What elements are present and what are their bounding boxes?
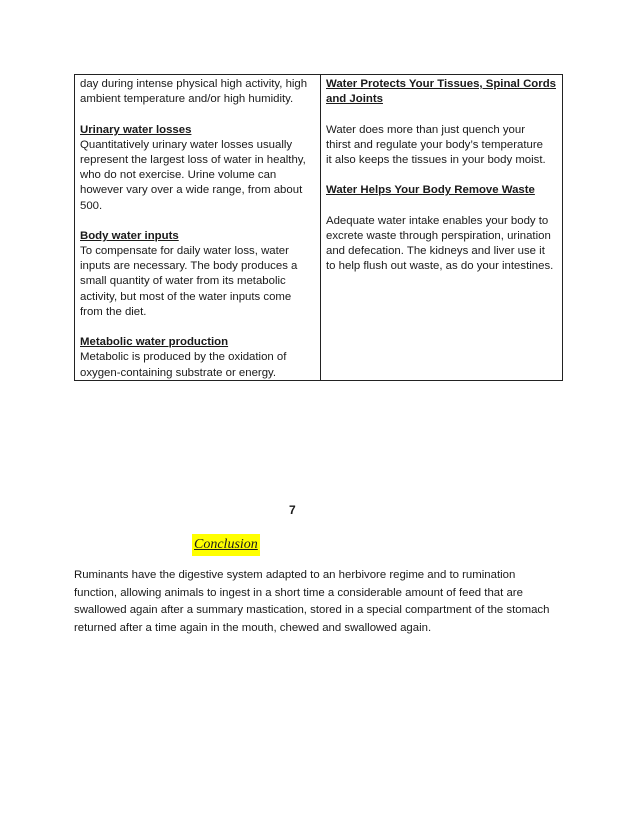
table-cell-right bbox=[321, 75, 562, 380]
section-heading-metabolic-water-production: Metabolic water production bbox=[80, 336, 229, 349]
text-line: ambient temperature and/or high humidity. bbox=[80, 93, 294, 106]
text-line: to help flush out waste, as do your intestines. bbox=[326, 260, 554, 273]
text-line: Quantitatively urinary water losses usually bbox=[80, 138, 293, 151]
text-line: swallowed again after a summary mastication, stored in a special compartment of the stomach bbox=[74, 604, 550, 617]
text-line: function, allowing animals to ingest in a short time a considerable amount of feed that are bbox=[74, 586, 523, 599]
content-table bbox=[74, 74, 563, 381]
text-line: returned after a time again in the mouth, chewed and swallowed again. bbox=[74, 621, 432, 634]
page-number: 7 bbox=[289, 503, 296, 517]
text-line: represent the largest loss of water in healthy, bbox=[80, 153, 306, 166]
text-line: Metabolic is produced by the oxidation of bbox=[80, 351, 287, 364]
section-heading-water-protects-cont: and Joints bbox=[326, 93, 383, 106]
text-line: who do not exercise. Urine volume can bbox=[80, 169, 277, 182]
text-line: however vary over a wide range, from about bbox=[80, 184, 303, 197]
text-line: it also keeps the tissues in your body moist. bbox=[326, 153, 546, 166]
text-line: Water does more than just quench your bbox=[326, 123, 526, 136]
text-line: small quantity of water from its metabolic bbox=[80, 275, 286, 288]
text-line: inputs are necessary. The body produces a bbox=[80, 260, 298, 273]
section-heading-remove-waste: Water Helps Your Body Remove Waste bbox=[326, 184, 535, 197]
section-heading-water-protects: Water Protects Your Tissues, Spinal Cords bbox=[326, 78, 556, 90]
text-line: and defecation. The kidneys and liver use it bbox=[326, 245, 545, 258]
conclusion-paragraph bbox=[74, 567, 574, 637]
text-line: Adequate water intake enables your body to bbox=[326, 214, 549, 227]
text-line: from the diet. bbox=[80, 305, 147, 318]
text-line: excrete waste through perspiration, urination bbox=[326, 229, 551, 242]
text-line: day during intense physical high activity, high bbox=[80, 78, 308, 90]
text-line: 500. bbox=[80, 199, 103, 212]
text-line: activity, but most of the water inputs come bbox=[80, 290, 292, 303]
text-line: To compensate for daily water loss, water bbox=[80, 245, 289, 258]
section-heading-urinary-water-losses: Urinary water losses bbox=[80, 123, 192, 136]
section-heading-body-water-inputs: Body water inputs bbox=[80, 229, 179, 242]
text-line: Ruminants have the digestive system adapted to an herbivore regime and to rumination bbox=[74, 569, 516, 581]
conclusion-heading: Conclusion bbox=[192, 534, 260, 556]
table-cell-left bbox=[75, 75, 321, 380]
text-line: thirst and regulate your body’s temperature bbox=[326, 138, 543, 151]
text-line: oxygen-containing substrate or energy. bbox=[80, 366, 277, 379]
